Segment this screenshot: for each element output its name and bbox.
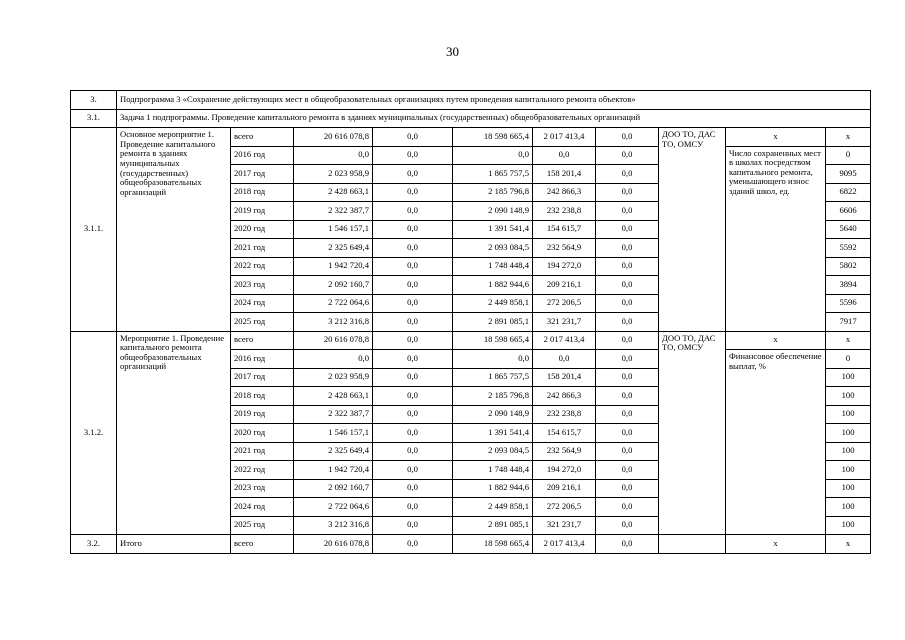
measure-row (71, 331, 871, 350)
total-cell: 20 616 078,8 (294, 331, 373, 350)
total-cell: 2 092 160,7 (294, 479, 373, 498)
federal-cell: 0,0 (373, 313, 453, 332)
regional-cell: 1 748 448,4 (453, 257, 533, 276)
regional-cell: 2 449 858,1 (453, 498, 533, 517)
task-title: Задача 1 подпрограммы. Проведение капитального ремонта в зданиях муниципальных (государственных) общеобразовательных организаций (117, 109, 871, 128)
federal-cell: 0,0 (373, 146, 453, 165)
total-name: Итого (117, 535, 231, 554)
indicator-value: x (826, 128, 871, 147)
federal-cell: 0,0 (373, 368, 453, 387)
local-cell: 272 206,5 (533, 294, 596, 313)
total-cell: 2 322 387,7 (294, 405, 373, 424)
indicator-value: 100 (826, 405, 871, 424)
regional-cell: 1 882 944,6 (453, 276, 533, 295)
federal-cell: 0,0 (373, 405, 453, 424)
other-cell: 0,0 (596, 442, 659, 461)
total-cell: 2 428 663,1 (294, 387, 373, 406)
other-cell: 0,0 (596, 368, 659, 387)
regional-cell: 18 598 665,4 (453, 331, 533, 350)
period-cell: 2025 год (231, 313, 294, 332)
other-cell: 0,0 (596, 461, 659, 480)
total-cell: 0,0 (294, 350, 373, 369)
total-cell: 1 546 157,1 (294, 220, 373, 239)
subprogram-number: 3. (71, 91, 117, 110)
other-cell: 0,0 (596, 424, 659, 443)
period-cell: 2018 год (231, 183, 294, 202)
total-cell: 1 942 720,4 (294, 461, 373, 480)
regional-cell: 2 090 148,9 (453, 405, 533, 424)
local-cell: 2 017 413,4 (533, 128, 596, 147)
regional-cell: 18 598 665,4 (453, 128, 533, 147)
executors-cell: ДОО ТО, ДАС ТО, ОМСУ (659, 128, 726, 332)
other-cell: 0,0 (596, 516, 659, 535)
indicator-value: 9095 (826, 165, 871, 184)
period-cell: 2019 год (231, 202, 294, 221)
local-cell: 232 238,8 (533, 202, 596, 221)
regional-cell: 2 185 796,8 (453, 387, 533, 406)
total-row (71, 535, 871, 554)
total-cell: 20 616 078,8 (294, 128, 373, 147)
period-cell: 2016 год (231, 350, 294, 369)
indicator-value: 100 (826, 479, 871, 498)
local-cell: 194 272,0 (533, 461, 596, 480)
total-cell: 1 942 720,4 (294, 257, 373, 276)
local-cell: 232 238,8 (533, 405, 596, 424)
page-number: 30 (446, 44, 459, 59)
period-cell: всего (231, 128, 294, 147)
local-cell: 232 564,9 (533, 442, 596, 461)
other-cell: 0,0 (596, 276, 659, 295)
total-cell: 2 325 649,4 (294, 442, 373, 461)
subprogram-title: Подпрограмма 3 «Сохранение действующих мест в общеобразовательных организациях путем проведения капитального ремонта объектов» (117, 91, 871, 110)
regional-cell: 2 093 084,5 (453, 442, 533, 461)
local-cell: 2 017 413,4 (533, 331, 596, 350)
period-cell: 2023 год (231, 479, 294, 498)
other-cell: 0,0 (596, 331, 659, 350)
measure-name: Мероприятие 1. Проведение капитального ремонта общеобразовательных организаций (117, 331, 231, 535)
other-cell: 0,0 (596, 313, 659, 332)
measure-name: Основное мероприятие 1. Проведение капитального ремонта в зданиях муниципальных (государственных) общеобразовательных организаций (117, 128, 231, 332)
regional-cell: 1 865 757,5 (453, 368, 533, 387)
period-cell: 2022 год (231, 461, 294, 480)
federal-cell: 0,0 (373, 498, 453, 517)
local-cell: 321 231,7 (533, 313, 596, 332)
period-cell: 2021 год (231, 239, 294, 258)
indicator-value: x (826, 535, 871, 554)
total-cell: 3 212 316,8 (294, 313, 373, 332)
federal-cell: 0,0 (373, 165, 453, 184)
total-cell: 2 092 160,7 (294, 276, 373, 295)
period-cell: 2016 год (231, 146, 294, 165)
indicator-value: 100 (826, 498, 871, 517)
federal-cell: 0,0 (373, 535, 453, 554)
federal-cell: 0,0 (373, 387, 453, 406)
regional-cell: 0,0 (453, 146, 533, 165)
indicator-value: 100 (826, 387, 871, 406)
total-cell: 2 722 064,6 (294, 498, 373, 517)
total-cell: 2 722 064,6 (294, 294, 373, 313)
indicator-name: Финансовое обеспечение выплат, % (726, 350, 826, 535)
other-cell: 0,0 (596, 202, 659, 221)
period-cell: всего (231, 535, 294, 554)
period-cell: 2017 год (231, 368, 294, 387)
regional-cell: 1 391 541,4 (453, 220, 533, 239)
period-cell: 2021 год (231, 442, 294, 461)
federal-cell: 0,0 (373, 424, 453, 443)
indicator-value: 5802 (826, 257, 871, 276)
indicator-value: 3894 (826, 276, 871, 295)
period-cell: 2023 год (231, 276, 294, 295)
indicator-name: Число сохраненных мест в школах посредством капитального ремонта, уменьшающего износ зданий школ, ед. (726, 146, 826, 331)
local-cell: 209 216,1 (533, 479, 596, 498)
federal-cell: 0,0 (373, 442, 453, 461)
indicator-value: 5592 (826, 239, 871, 258)
indicator-value: 5640 (826, 220, 871, 239)
indicator-value: 100 (826, 461, 871, 480)
total-cell: 2 023 958,9 (294, 165, 373, 184)
other-cell: 0,0 (596, 294, 659, 313)
total-number: 3.2. (71, 535, 117, 554)
measure-number: 3.1.2. (71, 331, 117, 535)
local-cell: 321 231,7 (533, 516, 596, 535)
period-cell: 2024 год (231, 498, 294, 517)
federal-cell: 0,0 (373, 516, 453, 535)
executors-cell (659, 535, 726, 554)
regional-cell: 18 598 665,4 (453, 535, 533, 554)
other-cell: 0,0 (596, 479, 659, 498)
indicator-value: 6822 (826, 183, 871, 202)
indicator-value: 5596 (826, 294, 871, 313)
regional-cell: 1 865 757,5 (453, 165, 533, 184)
federal-cell: 0,0 (373, 350, 453, 369)
indicator-value: 0 (826, 146, 871, 165)
local-cell: 158 201,4 (533, 165, 596, 184)
regional-cell: 2 090 148,9 (453, 202, 533, 221)
federal-cell: 0,0 (373, 294, 453, 313)
other-cell: 0,0 (596, 128, 659, 147)
indicator-x-cell: x (726, 331, 826, 350)
federal-cell: 0,0 (373, 128, 453, 147)
executors-cell: ДОО ТО, ДАС ТО, ОМСУ (659, 331, 726, 535)
period-cell: 2024 год (231, 294, 294, 313)
subprogram-table (70, 90, 871, 554)
regional-cell: 1 391 541,4 (453, 424, 533, 443)
local-cell: 158 201,4 (533, 368, 596, 387)
federal-cell: 0,0 (373, 257, 453, 276)
other-cell: 0,0 (596, 239, 659, 258)
measure-row (71, 128, 871, 147)
total-cell: 1 546 157,1 (294, 424, 373, 443)
federal-cell: 0,0 (373, 183, 453, 202)
period-cell: 2017 год (231, 165, 294, 184)
total-cell: 2 428 663,1 (294, 183, 373, 202)
other-cell: 0,0 (596, 350, 659, 369)
indicator-x-cell: x (726, 535, 826, 554)
federal-cell: 0,0 (373, 202, 453, 221)
other-cell: 0,0 (596, 498, 659, 517)
federal-cell: 0,0 (373, 479, 453, 498)
local-cell: 0,0 (533, 146, 596, 165)
regional-cell: 1 748 448,4 (453, 461, 533, 480)
period-cell: 2020 год (231, 220, 294, 239)
local-cell: 194 272,0 (533, 257, 596, 276)
indicator-value: 100 (826, 368, 871, 387)
period-cell: всего (231, 331, 294, 350)
period-cell: 2025 год (231, 516, 294, 535)
indicator-value: 6606 (826, 202, 871, 221)
total-cell: 20 616 078,8 (294, 535, 373, 554)
other-cell: 0,0 (596, 405, 659, 424)
federal-cell: 0,0 (373, 461, 453, 480)
indicator-value: 7917 (826, 313, 871, 332)
federal-cell: 0,0 (373, 331, 453, 350)
task-number: 3.1. (71, 109, 117, 128)
total-cell: 2 325 649,4 (294, 239, 373, 258)
indicator-value: 100 (826, 442, 871, 461)
local-cell: 154 615,7 (533, 220, 596, 239)
local-cell: 0,0 (533, 350, 596, 369)
period-cell: 2022 год (231, 257, 294, 276)
federal-cell: 0,0 (373, 276, 453, 295)
measure-number: 3.1.1. (71, 128, 117, 332)
federal-cell: 0,0 (373, 220, 453, 239)
other-cell: 0,0 (596, 257, 659, 276)
local-cell: 209 216,1 (533, 276, 596, 295)
total-cell: 2 322 387,7 (294, 202, 373, 221)
total-cell: 3 212 316,8 (294, 516, 373, 535)
local-cell: 242 866,3 (533, 183, 596, 202)
indicator-x-cell: x (726, 128, 826, 147)
other-cell: 0,0 (596, 146, 659, 165)
other-cell: 0,0 (596, 165, 659, 184)
other-cell: 0,0 (596, 220, 659, 239)
local-cell: 2 017 413,4 (533, 535, 596, 554)
period-cell: 2018 год (231, 387, 294, 406)
other-cell: 0,0 (596, 183, 659, 202)
regional-cell: 2 093 084,5 (453, 239, 533, 258)
indicator-value: 0 (826, 350, 871, 369)
regional-cell: 2 449 858,1 (453, 294, 533, 313)
other-cell: 0,0 (596, 387, 659, 406)
regional-cell: 1 882 944,6 (453, 479, 533, 498)
subprogram-row (71, 91, 871, 110)
total-cell: 0,0 (294, 146, 373, 165)
indicator-value: x (826, 331, 871, 350)
task-row (71, 109, 871, 128)
local-cell: 242 866,3 (533, 387, 596, 406)
local-cell: 272 206,5 (533, 498, 596, 517)
local-cell: 154 615,7 (533, 424, 596, 443)
regional-cell: 0,0 (453, 350, 533, 369)
period-cell: 2019 год (231, 405, 294, 424)
regional-cell: 2 891 085,1 (453, 516, 533, 535)
period-cell: 2020 год (231, 424, 294, 443)
other-cell: 0,0 (596, 535, 659, 554)
indicator-value: 100 (826, 424, 871, 443)
regional-cell: 2 891 085,1 (453, 313, 533, 332)
total-cell: 2 023 958,9 (294, 368, 373, 387)
local-cell: 232 564,9 (533, 239, 596, 258)
regional-cell: 2 185 796,8 (453, 183, 533, 202)
federal-cell: 0,0 (373, 239, 453, 258)
indicator-value: 100 (826, 516, 871, 535)
